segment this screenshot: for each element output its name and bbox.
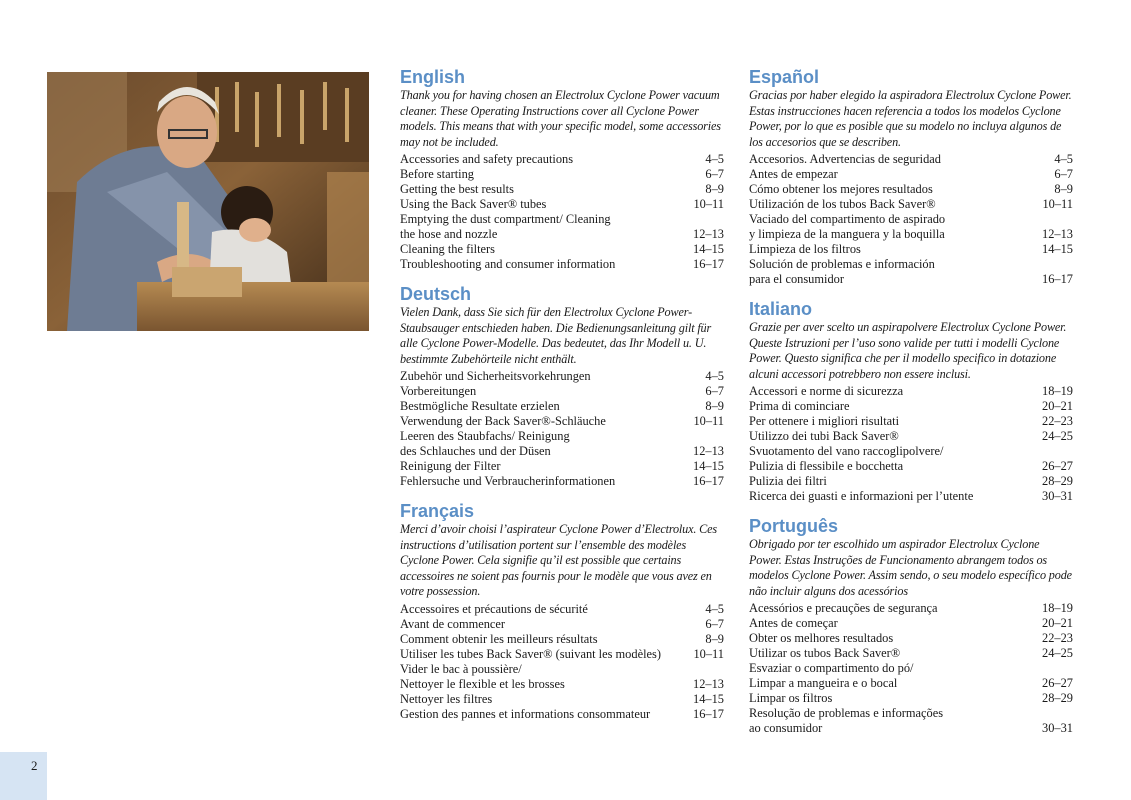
toc-title: Emptying the dust compartment/ Cleaning: [400, 212, 611, 226]
toc-title: Per ottenere i migliori risultati: [749, 414, 900, 428]
toc-page: 10–11: [1042, 197, 1073, 211]
toc-title: Acessórios e precauções de segurança: [749, 601, 938, 615]
toc-title: Nettoyer le flexible et les brosses: [400, 676, 565, 691]
page-number-badge: [0, 752, 47, 800]
column-left: [400, 67, 724, 734]
toc-page: 16–17: [1042, 272, 1073, 286]
toc-title: para el consumidor: [749, 272, 844, 286]
toc-page: 12–13: [693, 676, 724, 691]
toc-row: [749, 489, 1073, 504]
toc-row: [749, 474, 1073, 489]
toc-page: 6–7: [705, 167, 724, 181]
toc-row: [749, 197, 1073, 212]
toc-title: Accessori e norme di sicurezza: [749, 384, 904, 398]
toc-title: Pulizia di flessibile e bocchetta: [749, 459, 904, 473]
toc-row: [749, 272, 1073, 287]
toc-list: [749, 601, 1073, 736]
toc-page: 6–7: [705, 616, 724, 631]
toc-page: 28–29: [1042, 474, 1073, 488]
toc-page: 18–19: [1042, 384, 1073, 398]
toc-title: des Schlauches und der Düsen: [400, 444, 551, 458]
language-heading: English: [400, 67, 466, 87]
page-number: 2: [31, 758, 38, 773]
toc-page: 14–15: [1042, 242, 1073, 256]
toc-row: [400, 212, 724, 227]
toc-page: 30–31: [1042, 721, 1073, 735]
toc-title: Utilización de los tubos Back Saver®: [749, 197, 936, 211]
language-heading: Español: [749, 67, 820, 87]
toc-title: Pulizia dei filtri: [749, 474, 827, 488]
language-heading: Français: [400, 501, 475, 521]
toc-page: 4–5: [705, 369, 724, 383]
toc-title: Comment obtenir les meilleurs résultats: [400, 631, 598, 646]
toc-page: 10–11: [693, 197, 724, 211]
toc-page: 14–15: [693, 691, 724, 706]
toc-title: Accessoires et précautions de sécurité: [400, 601, 588, 616]
toc-row: [749, 429, 1073, 444]
toc-title: Using the Back Saver® tubes: [400, 197, 547, 211]
toc-row: [400, 602, 724, 617]
toc-row: [400, 257, 724, 272]
toc-page: 12–13: [693, 227, 724, 241]
toc-row: [400, 152, 724, 167]
toc-title: Reinigung der Filter: [400, 459, 501, 473]
toc-row: [400, 647, 724, 662]
toc-row: [749, 257, 1073, 272]
toc-page: 20–21: [1042, 399, 1073, 413]
toc-page: 8–9: [705, 399, 724, 413]
toc-title: Resolução de problemas e informações: [749, 706, 944, 720]
toc-row: [400, 182, 724, 197]
toc-row: [400, 197, 724, 212]
column-right: [749, 67, 1073, 748]
toc-page: 16–17: [693, 474, 724, 488]
toc-page: 20–21: [1042, 616, 1073, 630]
toc-title: Accessories and safety precautions: [400, 152, 574, 166]
toc-title: Utilizar os tubos Back Saver®: [749, 646, 901, 660]
toc-title: Fehlersuche und Verbraucherinformationen: [400, 474, 616, 488]
toc-title: Cleaning the filters: [400, 242, 495, 256]
toc-title: Ricerca dei guasti e informazioni per l’utente: [749, 489, 974, 503]
toc-page: 8–9: [1054, 182, 1073, 196]
toc-page: 4–5: [1054, 152, 1073, 166]
toc-page: 4–5: [705, 601, 724, 616]
toc-row: [749, 167, 1073, 182]
toc-row: [749, 459, 1073, 474]
toc-row: [749, 646, 1073, 661]
toc-title: Svuotamento del vano raccoglipolvere/: [749, 444, 944, 458]
toc-row: [749, 661, 1073, 676]
toc-title: the hose and nozzle: [400, 227, 498, 241]
toc-page: 10–11: [693, 646, 724, 661]
toc-row: [400, 369, 724, 384]
workshop-photo-illustration: [47, 72, 369, 331]
toc-title: Leeren des Staubfachs/ Reinigung: [400, 429, 570, 443]
toc-page: 30–31: [1042, 489, 1073, 503]
section-francais: [400, 501, 724, 722]
toc-row: [400, 692, 724, 707]
toc-page: 22–23: [1042, 414, 1073, 428]
toc-title: Cómo obtener los mejores resultados: [749, 182, 933, 196]
toc-row: [400, 429, 724, 444]
toc-row: [400, 677, 724, 692]
toc-row: [749, 399, 1073, 414]
toc-row: [400, 617, 724, 632]
toc-title: Avant de commencer: [400, 616, 506, 631]
toc-page: 16–17: [693, 257, 724, 271]
toc-list: [400, 152, 724, 272]
language-heading: Deutsch: [400, 284, 472, 304]
toc-page: 16–17: [693, 706, 724, 721]
toc-title: Utilizzo dei tubi Back Saver®: [749, 429, 899, 443]
toc-title: Antes de começar: [749, 616, 838, 630]
toc-title: Utiliser les tubes Back Saver® (suivant les modèles): [400, 646, 661, 661]
toc-title: Limpieza de los filtros: [749, 242, 861, 256]
toc-row: [400, 474, 724, 489]
toc-row: [749, 444, 1073, 459]
toc-row: [400, 414, 724, 429]
toc-page: 8–9: [705, 631, 724, 646]
intro-text: Merci d’avoir choisi l’aspirateur Cyclone Power d’Electrolux. Ces instructions d’utilisation portent sur l’ensemble des modèles Cyclone Power. Cela signifie qu’il est possible que certains accessoires ne soient pas fournis pour le modèle que vous avez en votre possession.: [400, 522, 717, 598]
toc-page: 14–15: [693, 242, 724, 256]
intro-text: Grazie per aver scelto un aspirapolvere Electrolux Cyclone Power. Queste Istruzioni per l’uso sono valide per tutti i modelli Cyclone Power. Questo significa che per il modello specifico in dotazione alcuni accessori potrebbero non essere inclusi.: [749, 320, 1067, 381]
toc-page: 6–7: [1054, 167, 1073, 181]
toc-row: [749, 414, 1073, 429]
toc-row: [400, 459, 724, 474]
toc-page: 22–23: [1042, 631, 1073, 645]
toc-row: [400, 242, 724, 257]
toc-row: [749, 152, 1073, 167]
toc-row: [749, 242, 1073, 257]
toc-title: Zubehör und Sicherheitsvorkehrungen: [400, 369, 591, 383]
toc-title: Before starting: [400, 167, 474, 181]
toc-row: [400, 662, 724, 677]
toc-page: 10–11: [693, 414, 724, 428]
toc-title: Vaciado del compartimento de aspirado: [749, 212, 946, 226]
toc-row: [400, 632, 724, 647]
toc-title: Esvaziar o compartimento do pó/: [749, 661, 914, 675]
toc-title: Obter os melhores resultados: [749, 631, 894, 645]
toc-row: [749, 601, 1073, 616]
toc-title: Gestion des pannes et informations consommateur: [400, 706, 651, 721]
section-italiano: [749, 299, 1073, 504]
toc-page: 8–9: [705, 182, 724, 196]
toc-title: ao consumidor: [749, 721, 823, 735]
toc-list: [749, 384, 1073, 504]
toc-title: Bestmögliche Resultate erzielen: [400, 399, 560, 413]
toc-row: [749, 182, 1073, 197]
toc-page: 6–7: [705, 384, 724, 398]
intro-text: Obrigado por ter escolhido um aspirador Electrolux Cyclone Power. Estas Instruções de Funcionamento abrangem todos os modelos Cyclone Power. Assim sendo, o seu modelo específico pode não incluir alguns dos acessórios: [749, 537, 1072, 598]
toc-title: Nettoyer les filtres: [400, 691, 493, 706]
intro-text: Thank you for having chosen an Electrolux Cyclone Power vacuum cleaner. These Operating Instructions cover all Cyclone Power models. This means that with your specific model, some accessories may not be included.: [400, 88, 721, 149]
toc-page: 12–13: [693, 444, 724, 458]
toc-page: 28–29: [1042, 691, 1073, 705]
toc-page: 14–15: [693, 459, 724, 473]
toc-page: 4–5: [705, 152, 724, 166]
intro-text: Gracias por haber elegido la aspiradora Electrolux Cyclone Power. Estas instrucciones hacen referencia a todos los modelos Cyclone Power, por lo que es posible que su modelo no incluya algunos de los accesorios que se describen.: [749, 88, 1072, 149]
toc-row: [400, 227, 724, 242]
toc-row: [749, 676, 1073, 691]
toc-row: [400, 444, 724, 459]
section-espanol: [749, 67, 1073, 287]
toc-page: 24–25: [1042, 429, 1073, 443]
toc-title: y limpieza de la manguera y la boquilla: [749, 227, 945, 241]
toc-title: Troubleshooting and consumer information: [400, 257, 616, 271]
toc-row: [749, 616, 1073, 631]
toc-title: Vorbereitungen: [400, 384, 477, 398]
toc-page: 24–25: [1042, 646, 1073, 660]
toc-title: Accesorios. Advertencias de seguridad: [749, 152, 941, 166]
toc-row: [749, 212, 1073, 227]
toc-page: 18–19: [1042, 601, 1073, 615]
section-deutsch: [400, 284, 724, 489]
section-english: [400, 67, 724, 272]
toc-row: [749, 384, 1073, 399]
toc-list: [400, 602, 724, 722]
toc-list: [749, 152, 1073, 287]
toc-page: 26–27: [1042, 676, 1073, 690]
toc-row: [749, 691, 1073, 706]
toc-title: Vider le bac à poussière/: [400, 661, 522, 676]
toc-row: [400, 384, 724, 399]
toc-title: Getting the best results: [400, 182, 514, 196]
cover-photo: [47, 72, 369, 331]
toc-title: Antes de empezar: [749, 167, 838, 181]
toc-title: Solución de problemas e información: [749, 257, 935, 271]
toc-title: Verwendung der Back Saver®-Schläuche: [400, 414, 606, 428]
section-portugues: [749, 516, 1073, 736]
toc-page: 12–13: [1042, 227, 1073, 241]
toc-title: Limpar a mangueira e o bocal: [749, 676, 898, 690]
toc-row: [749, 631, 1073, 646]
toc-row: [749, 706, 1073, 721]
toc-list: [400, 369, 724, 489]
intro-text: Vielen Dank, dass Sie sich für den Electrolux Cyclone Power-Staubsauger entschieden haben. Die Bedienungsanleitung gilt für alle Cyclone Power-Modelle. Das bedeutet, das Ihr Modell u. U. bestimmte Zubehörteile nicht enthält.: [400, 305, 712, 366]
toc-row: [400, 399, 724, 414]
toc-row: [400, 707, 724, 722]
toc-row: [400, 167, 724, 182]
toc-row: [749, 721, 1073, 736]
toc-title: Limpar os filtros: [749, 691, 833, 705]
language-heading: Italiano: [749, 299, 813, 319]
toc-row: [749, 227, 1073, 242]
toc-title: Prima di cominciare: [749, 399, 850, 413]
toc-page: 26–27: [1042, 459, 1073, 473]
language-heading: Português: [749, 516, 839, 536]
